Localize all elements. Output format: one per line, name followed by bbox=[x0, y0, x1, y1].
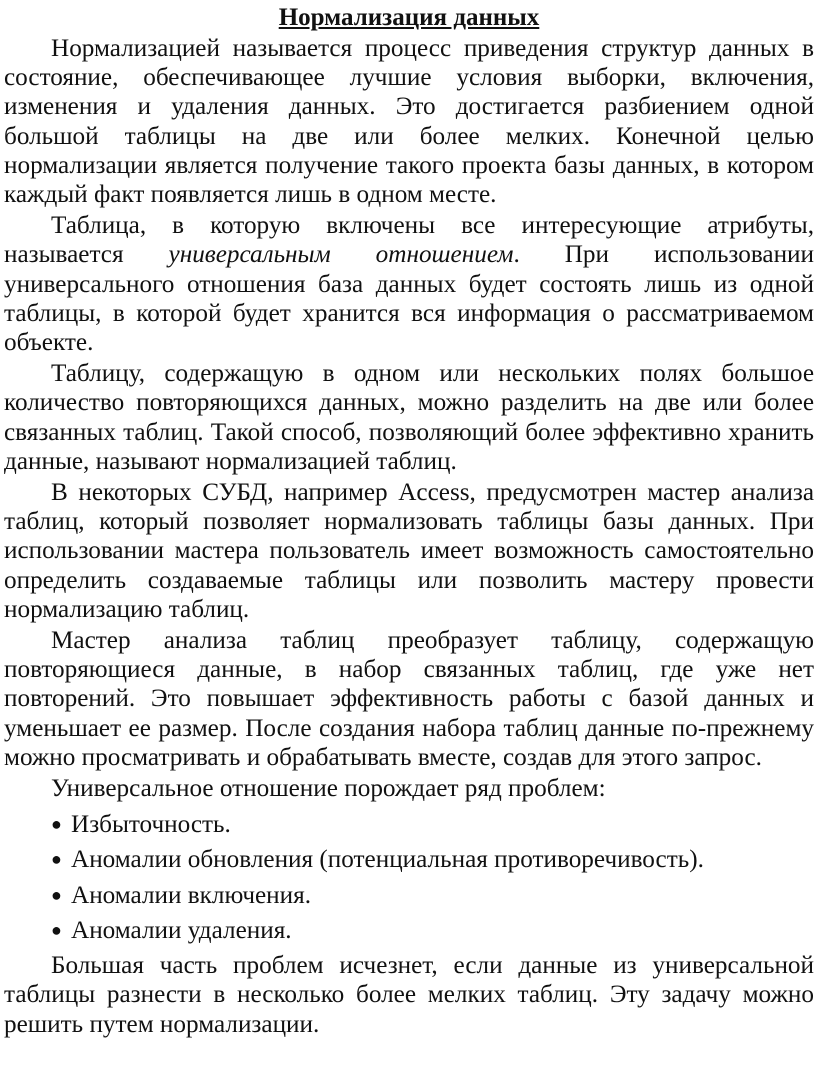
paragraph-universal-relation bbox=[4, 211, 814, 357]
paragraph-table-splitting: Таблицу, содержащую в одном или нескольких полях большое количество повторяющихся данных, можно разделить на две или более связанных таблиц. Такой способ, позволяющий более эффективно хранить данные, называют нормализацией таблиц. bbox=[4, 360, 814, 475]
bullet-icon: ● bbox=[51, 919, 62, 940]
list-item: ● Избыточность. bbox=[51, 811, 231, 839]
paragraph-text: Таблица, в которую включены все интересующие атрибуты, называется bbox=[4, 212, 814, 269]
paragraph-normalization-definition: Нормализацией называется процесс приведения структур данных в состояние, обеспечивающее лучшие условия выборки, включения, изменения и удаления данных. Это достигается разбиением одной большой таблицы на две или более мелких. Конечной целью нормализации является получение такого проекта базы данных, в котором каждый факт появляется лишь в одном месте. bbox=[4, 35, 814, 209]
paragraph-problems-intro: Универсальное отношение порождает ряд проблем: bbox=[51, 775, 606, 803]
italic-term: универсальным отношением bbox=[168, 241, 514, 269]
bullet-icon: ● bbox=[51, 814, 62, 835]
paragraph-wizard-result: Мастер анализа таблиц преобразует таблицу, содержащую повторяющиеся данные, в набор связанных таблиц, где уже нет повторений. Это повышает эффективность работы с базой данных и уменьшает ее размер. После создания набора таблиц данные по-прежнему можно просматривать и обрабатывать вместе, создав для этого запрос. bbox=[4, 627, 814, 771]
paragraph-conclusion: Большая часть проблем исчезнет, если данные из универсальной таблицы разнести в несколько более мелких таблиц. Эту задачу можно решить путем нормализации. bbox=[4, 952, 814, 1038]
list-item: ● Аномалии обновления (потенциальная противоречивость). bbox=[51, 846, 704, 874]
bullet-icon: ● bbox=[51, 849, 62, 870]
problems-list bbox=[4, 810, 814, 945]
list-item: ● Аномалии удаления. bbox=[51, 916, 292, 944]
document-page bbox=[4, 4, 814, 1041]
bullet-icon: ● bbox=[51, 884, 62, 905]
list-item: ● Аномалии включения. bbox=[51, 881, 312, 909]
paragraph-text: . При использовании универсального отношения база данных будет состоять лишь из одной таблицы, в которой будет хранится вся информация о рассматриваемом объекте. bbox=[4, 241, 815, 357]
paragraph-access-wizard: В некоторых СУБД, например Access, предусмотрен мастер анализа таблиц, который позволяет нормализовать таблицы базы данных. При использовании мастера пользователь имеет возможность самостоятельно определить создаваемые таблицы или позволить мастеру провести нормализацию таблиц. bbox=[4, 479, 814, 623]
document-title: Нормализация данных bbox=[278, 4, 540, 31]
